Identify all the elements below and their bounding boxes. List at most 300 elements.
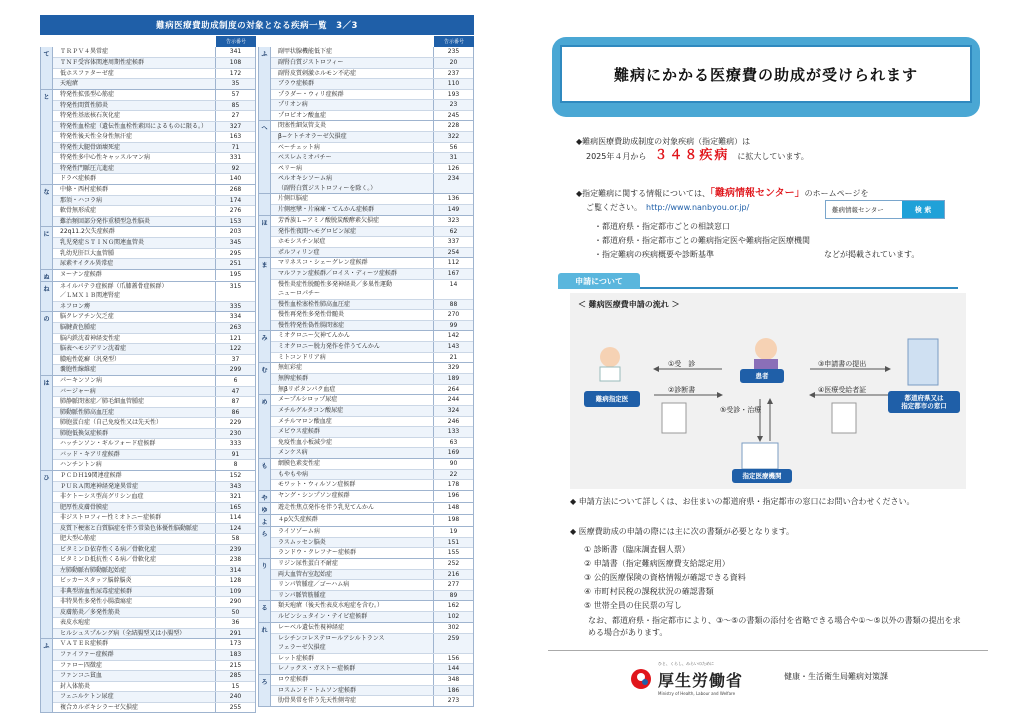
notice-number: 23 [433,100,473,110]
disease-name: 肥大型心筋症 [60,535,97,542]
table-row [271,216,473,226]
notice-number: 47 [215,387,255,397]
disease-name: 那須・ハコラ病 [60,196,103,204]
notice-number: 167 [433,269,473,279]
notice-number: 172 [215,69,255,79]
disease-name: 中條・西村症候群 [60,185,109,193]
notice-number: 333 [215,439,255,449]
disease-name: 嚢胞性線維症 [60,366,97,373]
notice-number: 302 [433,623,473,633]
kana-group [258,194,474,216]
disease-name: ホモシスチン尿症 [278,238,326,245]
table-row [271,447,473,458]
notice-number: 234 [433,174,473,193]
table-row [271,204,473,215]
department-name: 健康・生活衛生局難病対策課 [784,672,888,681]
disease-name: 皮膚筋炎／多発性筋炎 [60,608,121,616]
table-row [271,373,473,384]
table-row [271,623,473,633]
disease-name: ポルフィリン症 [278,248,320,256]
disease-name: ベーチェット病 [278,143,320,151]
disease-name: 特発性多中心性キャッスルマン病 [60,154,151,161]
table-row [271,121,473,131]
table-row [53,407,255,418]
kana-label: よ [259,515,271,526]
notice-number: 178 [433,480,473,490]
kana-label: て [41,47,53,89]
notice-number: 341 [215,47,255,57]
table-row [53,110,255,121]
disease-name: 慢性血栓塞栓性肺高血圧症 [278,300,351,308]
table-row [53,596,255,607]
disease-name: ＰＵＲＡ関連神経発達異常症 [60,482,139,490]
kana-label: み [259,331,271,362]
table-title: 難病医療費助成制度の対象となる疾病一覧 3／3 [40,15,474,35]
kana-label: れ [259,623,271,674]
kana-label: ふ [259,47,271,120]
disease-name: マリネスコ・シェーグレン症候群 [278,259,368,266]
table-row [271,569,473,580]
disease-name: モワット・ウィルソン症候群 [278,481,356,488]
disease-name: 特発性血栓症（遺伝性血栓性素因によるものに限る。） [60,122,208,130]
kana-group [40,376,256,471]
notice-number: 329 [433,363,473,373]
disease-name: 芳香族Ｌ−アミノ酸脱炭酸酵素欠損症 [278,216,380,224]
notice-number: 156 [433,654,473,664]
disease-count: ３４８疾病 [654,148,730,163]
disease-name: 封入体筋炎 [60,682,91,690]
notice-number: 290 [215,597,255,607]
disease-name: ビッカースタッフ脳幹脳炎 [60,577,132,584]
notice-number: 27 [215,111,255,121]
table-row [53,481,255,492]
info-panel [548,15,988,717]
kana-group [258,559,474,602]
notice-number: 152 [215,471,255,481]
table-row [271,395,473,405]
notice-number: 196 [433,491,473,501]
notice-number: 314 [215,566,255,576]
table-row [53,216,255,227]
search-input[interactable]: 難病情報センター [826,201,902,218]
table-row [271,384,473,395]
table-row [53,523,255,534]
kana-group [40,227,256,270]
table-row [53,617,255,628]
kana-label: も [259,459,271,490]
kana-label: る [259,601,271,622]
notice-number: 20 [433,58,473,68]
notice-number: 264 [433,385,473,395]
table-row [53,586,255,597]
table-row [53,428,255,439]
disease-name: 左肺動脈右肺動脈起始症 [60,566,127,574]
disease-name: もやもや病 [278,470,309,478]
disease-name: ミオクロニー欠神てんかん [278,332,350,339]
disease-name: メチルグルタコン酸尿症 [278,407,344,414]
notice-number: 270 [433,310,473,320]
disease-name: メビウス症候群 [278,428,320,435]
notice-number: 114 [215,513,255,523]
notice-number: 315 [215,282,255,301]
notice-number: 230 [215,429,255,439]
kana-label: に [41,227,53,269]
table-row [271,547,473,558]
table-row [53,90,255,100]
notice-number: 193 [433,90,473,100]
kana-label: の [41,312,53,375]
table-row [53,639,255,649]
table-row [53,195,255,206]
kana-label: な [41,185,53,227]
node-medical-institution: 指定医療機関 [732,469,792,483]
table-row [53,258,255,269]
table-row [271,89,473,100]
kana-group [40,47,256,90]
kana-group [40,185,256,228]
disease-name: 複合カルボキシラーゼ欠損症 [60,703,138,711]
table-row [271,590,473,601]
table-row [271,236,473,247]
notice-number: 245 [433,111,473,121]
notice-number: 331 [215,153,255,163]
headline-banner [552,37,980,117]
table-row [53,565,255,576]
kana-group [258,623,474,675]
disease-name: ハンチントン病 [60,461,102,468]
flow-label-5: ⑤受診・治療 [720,406,762,414]
disease-name: フェニルケトン尿症 [60,693,114,700]
kana-group [40,270,256,282]
kana-label: む [259,363,271,394]
table-row [53,57,255,68]
notice-number: 337 [433,237,473,247]
document-item: ② 申請書（指定難病医療費支給認定用） [584,559,730,568]
notice-number: 149 [433,205,473,215]
notice-number: 186 [433,686,473,696]
disease-name: ファイファー症候群 [60,651,114,658]
disease-name: 遊走性焦点発作を伴う乳児てんかん [278,503,375,511]
disease-name: 22q11.2欠失症候群 [60,228,115,235]
kana-group [258,363,474,395]
notice-number: 155 [433,548,473,558]
kana-group [258,459,474,491]
table-row [271,363,473,373]
table-row [271,279,473,299]
kana-label: や [259,491,271,502]
apply-section-header [558,273,958,289]
notice-number: 128 [215,576,255,586]
notice-number: 99 [433,321,473,331]
notice-number: 6 [215,376,255,386]
apply-tab: 申請について [558,273,640,289]
ministry-logo: ひと、くらし、みらいのために 厚生労働省 Ministry of Health, Labour and Welfare [630,661,743,696]
notice-number: 140 [215,174,255,184]
disease-name: 低ホスファターゼ症 [60,69,114,77]
table-row [53,163,255,174]
notice-number: 239 [215,545,255,555]
kana-label: ろ [259,675,271,706]
notice-number: 321 [215,492,255,502]
table-row [271,491,473,501]
kana-group [258,121,474,194]
disease-name: 片側巨脳症 [278,195,309,202]
disease-name: ハッチンソン・ギルフォード症候群 [60,440,156,447]
notice-number: 142 [433,331,473,341]
search-button[interactable]: 検 索 [902,201,944,218]
table-row [271,479,473,490]
table-row [53,449,255,460]
notice-number: 148 [433,503,473,513]
kana-label: と [41,90,53,184]
table-row [271,194,473,204]
disease-name: 肥厚性皮膚骨膜症 [60,503,109,511]
kana-label: ほ [259,216,271,258]
disease-name: 乳児発症ＳＴＩＮＧ関連血管炎 [60,239,145,246]
notice-number: 165 [215,503,255,513]
notice-number: 235 [433,47,473,57]
table-row [271,309,473,320]
table-row [53,333,255,344]
disease-name: 副腎白質ジストロフィー [278,59,344,66]
notice-number: 151 [433,538,473,548]
ministry-emblem-icon [630,668,652,690]
notice-number: 143 [433,342,473,352]
table-row [53,68,255,79]
kana-group [258,503,474,515]
disease-name: ルビンシュタイン・テイビ症候群 [278,613,368,620]
table-row [271,173,473,193]
table-row [271,99,473,110]
disease-name: ４p欠失症候群 [278,515,318,523]
notice-number: 92 [215,164,255,174]
disease-name: レット症候群 [278,654,314,662]
notice-number: 246 [433,417,473,427]
disease-name: 特発性基底核石灰化症 [60,112,121,119]
table-row [53,502,255,513]
disease-name: リジン尿性蛋白不耐症 [278,559,338,567]
table-row [271,559,473,569]
table-row [271,68,473,79]
disease-name: 特発性大腿骨頭壊死症 [60,143,121,151]
disease-name: 網膜色素変性症 [278,459,321,467]
document-item: ⑤ 世帯全員の住民票の写し [584,601,682,610]
notice-number: 62 [433,227,473,237]
notice-number: 276 [215,206,255,216]
notice-number: 15 [215,682,255,692]
notice-number: 122 [215,344,255,354]
disease-name: 無脾症候群 [278,375,309,382]
disease-name: ロウ症候群 [278,675,309,683]
notice-number: 263 [215,323,255,333]
footer-divider [548,650,988,651]
table-row [53,575,255,586]
notice-number: 88 [433,300,473,310]
notice-number: 14 [433,280,473,299]
table-row [271,503,473,513]
table-row [53,142,255,153]
kana-label: へ [259,121,271,193]
table-column-left [40,36,256,713]
flow-label-3: ③申請書の提出 [818,360,867,368]
disease-name: ＰＣＤＨ19関連症候群 [60,471,122,479]
notice-number: 112 [433,258,473,268]
kana-label: ま [259,258,271,330]
table-row [271,459,473,469]
notice-number: 244 [433,395,473,405]
table-row [53,152,255,163]
kana-label: ふ [41,639,53,712]
notice-number: 299 [215,365,255,375]
notice-number: 110 [433,79,473,89]
disease-name: 副甲状腺機能低下症 [278,48,333,55]
disease-name: 慢性炎症性脱髄性多発神経炎／多巣性運動 ニューロパチー [278,280,393,297]
kana-label: ぬ [41,270,53,281]
kana-label: ね [41,282,53,312]
notice-number: 323 [433,216,473,226]
table-row [271,57,473,68]
table-row [271,675,473,685]
notice-number: 215 [215,661,255,671]
table-row [53,100,255,111]
disease-name: ビタミンＤ依存性くる病／骨軟化症 [60,545,157,553]
table-row [53,660,255,671]
table-row [53,121,255,132]
kana-group [258,47,474,121]
notice-number: 36 [215,618,255,628]
kana-group [40,639,256,713]
notice-number: 237 [433,69,473,79]
disease-name: レノックス・ガストー症候群 [278,665,356,672]
table-row [271,515,473,525]
notice-number: 324 [433,406,473,416]
notice-number: 121 [215,334,255,344]
document-item: ③ 公的医療保険の資格情報が確認できる資料 [584,573,746,582]
disease-name: メープルシロップ尿症 [278,396,338,403]
disease-name: ＴＮＦ受容体関連周期性症候群 [60,59,145,66]
intro-paragraph-2: ◆指定難病に関する情報については、「難病情報センター」のホームページを ご覧ください。 http://www.nanbyou.or.jp/ [576,188,869,212]
kana-group [258,675,474,707]
kana-label: り [259,559,271,601]
disease-name: リンパ脈管筋腫症 [278,591,326,599]
kana-group [258,601,474,623]
node-designated-doctor: 難病指定医 [584,391,640,407]
table-row [53,312,255,322]
disease-name: マルファン症候群／ロイス・ディーツ症候群 [278,270,397,277]
notice-number: 57 [215,90,255,100]
table-row [271,258,473,268]
node-prefecture-office: 都道府県又は 指定都市の窓口 [888,391,960,413]
notice-number: 174 [215,196,255,206]
table-row [271,469,473,480]
kana-group [258,216,474,259]
table-row [53,322,255,333]
notice-number: 8 [215,460,255,470]
notice-number: 238 [215,555,255,565]
required-documents [584,543,984,613]
disease-name: 膿疱性乾癬（汎発型） [60,355,121,363]
table-row [271,152,473,163]
kana-label: め [259,395,271,458]
disease-name: 脳クレアチン欠乏症 [60,313,114,320]
table-row [53,670,255,681]
disease-name: 非ジストロフィー性ミオトニー症候群 [60,514,162,521]
notice-number: 153 [215,217,255,227]
kana-group [40,90,256,185]
table-row [271,437,473,448]
disease-name: 特発性門脈圧亢進症 [60,164,115,172]
kana-label: ゆ [259,503,271,514]
disease-name: 副腎皮質刺激ホルモン不応症 [278,69,357,77]
disease-name: 慢性特発性偽性腸閉塞症 [278,321,345,329]
table-row [53,491,255,502]
table-row [53,417,255,428]
disease-name: 特発性後天性全身性無汗症 [60,133,133,140]
kana-label: は [41,376,53,470]
disease-name: 軟骨無形成症 [60,207,97,214]
table-row [271,416,473,427]
table-row [271,653,473,664]
table-row [271,663,473,674]
disease-name: 脳内鉄沈着神経変性症 [60,334,121,342]
table-row [271,78,473,89]
table-row [53,376,255,386]
notice-number: 108 [215,58,255,68]
disease-name: 無虹彩症 [278,364,303,371]
notice-number: 19 [433,527,473,537]
notice-number: 136 [433,194,473,204]
flow-label-2: ②診断書 [668,386,696,394]
search-box [825,200,945,219]
disease-name: ビタミンＤ抵抗性くる病／骨軟化症 [60,556,157,563]
notice-number: 133 [433,427,473,437]
table-row [53,78,255,89]
disease-name: ドラベ症候群 [60,175,97,182]
table-row [53,554,255,565]
table-row [271,131,473,142]
kana-label [259,194,271,215]
disease-name: ベスレムミオパチー [278,154,332,161]
table-row [53,544,255,555]
disease-name: レーベル遺伝性視神経症 [278,623,345,631]
center-url-link[interactable]: http://www.nanbyou.or.jp/ [646,203,750,212]
table-row [53,227,255,237]
notice-number: 102 [433,612,473,622]
notice-number: 56 [433,143,473,153]
notice-number: 259 [433,634,473,653]
notice-number: 162 [433,601,473,611]
ministry-name: 厚生労働省 [658,671,744,690]
table-row [271,331,473,341]
number-header: 告示番号 [216,36,256,47]
table-row [53,396,255,407]
notice-number: 216 [433,570,473,580]
notice-number: 50 [215,608,255,618]
table-column-right [258,36,474,713]
kana-group [258,258,474,331]
table-row [271,142,473,153]
kana-group [40,471,256,640]
table-row [271,299,473,310]
headline: 難病にかかる医療費の助成が受けられます [613,65,918,84]
disease-name: ＶＡＴＥＲ症候群 [60,640,109,647]
disease-name: ネフロン癆 [60,302,91,310]
disease-name: ライソゾーム病 [278,527,320,535]
notice-number: 240 [215,692,255,702]
disease-name: レシチンコレステロールアシルトランス フェラーゼ欠損症 [278,634,385,651]
kana-group [40,312,256,376]
disease-name: 尿素サイクル異常症 [60,260,114,267]
